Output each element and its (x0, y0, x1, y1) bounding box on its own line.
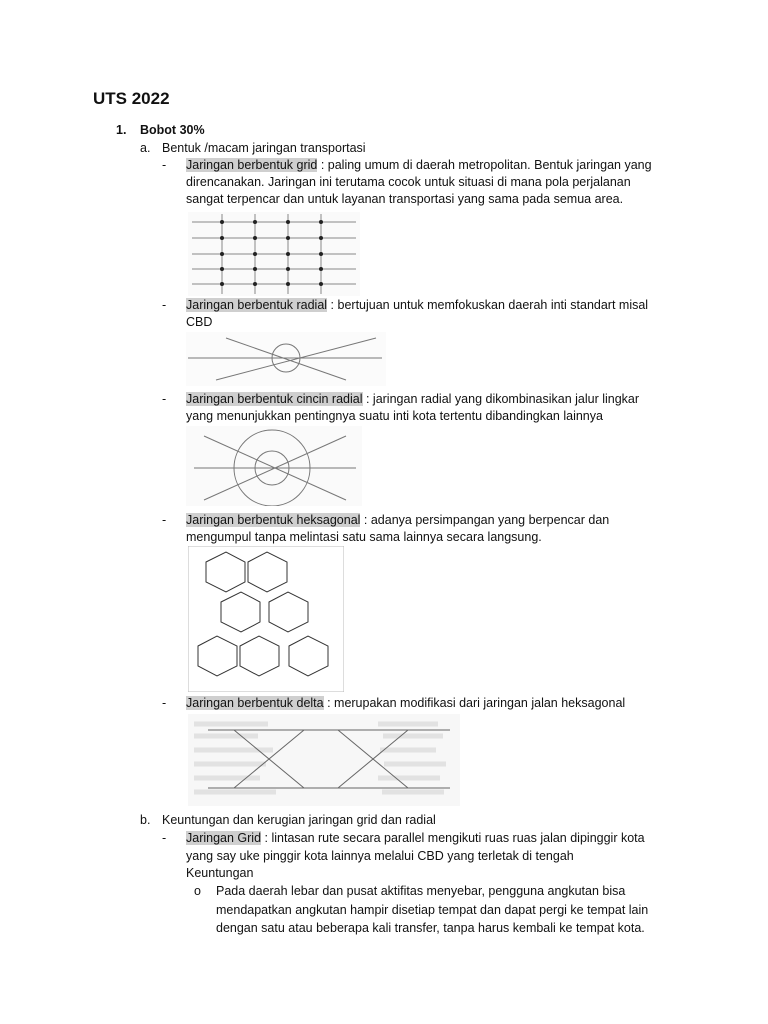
radial-desc-line2: CBD (186, 315, 213, 329)
sub-letter-b: b. (140, 813, 151, 827)
sub-letter-a: a. (140, 141, 151, 155)
ring-desc-line2: yang menunjukkan pentingnya suatu inti kota tertentu dibandingkan lainnya (186, 409, 603, 423)
gridsec-line2: yang say uke pinggir kota lainnya melalui CBD yang terletak di tengah (186, 849, 574, 863)
delta-desc-line1 (186, 694, 625, 712)
bullet-dash: - (162, 298, 167, 312)
ring-term: Jaringan berbentuk cincin radial (186, 392, 363, 406)
delta-term: Jaringan berbentuk delta (186, 696, 324, 710)
page-title: UTS 2022 (93, 89, 170, 108)
delta-text1: : merupakan modifikasi dari jaringan jalan heksagonal (323, 696, 626, 710)
bullet-dash: - (162, 513, 167, 527)
bullet-dash: - (162, 696, 167, 710)
gridsec-term: Jaringan Grid (186, 831, 262, 845)
bullet-dash: - (162, 392, 167, 406)
sub-b-label: Keuntungan dan kerugian jaringan grid dan radial (162, 813, 436, 827)
item1-label: Bobot 30% (140, 123, 205, 137)
ring-desc-line1 (186, 390, 639, 408)
radial-text1: : bertujuan untuk memfokuskan daerah inti standart misal (327, 298, 649, 312)
hex-desc-line1 (186, 511, 609, 529)
hexagonal-network-diagram (188, 546, 344, 692)
hex-desc-line2: mengumpul tanpa melintasi satu sama lainnya secara langsung. (186, 530, 542, 544)
radial-term: Jaringan berbentuk radial (186, 298, 328, 312)
list-number-1: 1. (116, 123, 127, 137)
gridsec-text1: : lintasan rute secara parallel mengikuti ruas ruas jalan dipinggir kota (261, 831, 645, 845)
hex-term: Jaringan berbentuk heksagonal (186, 513, 361, 527)
gridsec-para2: mendapatkan angkutan hampir disetiap tempat dan dapat pergi ke tempat lain (216, 903, 649, 917)
grid-desc-line1 (186, 156, 652, 174)
gridsec-line1 (186, 829, 645, 847)
bullet-dash: - (162, 158, 167, 172)
hex-text1: : adanya persimpangan yang berpencar dan (360, 513, 610, 527)
bullet-dash: - (162, 831, 167, 845)
grid-desc-line2: direncanakan. Jaringan ini terutama cocok untuk situasi di mana pola perjalanan (186, 175, 631, 189)
sub-a-label: Bentuk /macam jaringan transportasi (162, 141, 366, 155)
radial-desc-line1 (186, 296, 648, 314)
radial-network-diagram (186, 332, 386, 386)
grid-network-diagram (188, 212, 360, 296)
gridsec-para1: Pada daerah lebar dan pusat aktifitas menyebar, pengguna angkutan bisa (216, 884, 626, 898)
gridsec-para3: dengan satu atau beberapa kali transfer, tanpa harus kembali ke tempat kota. (216, 921, 645, 935)
ring-text1: : jaringan radial yang dikombinasikan jalur lingkar (362, 392, 640, 406)
ring-radial-network-diagram (186, 426, 362, 506)
circle-bullet: o (194, 884, 201, 898)
grid-text1: : paling umum di daerah metropolitan. Bentuk jaringan yang (317, 158, 652, 172)
gridsec-heading: Keuntungan (186, 866, 254, 880)
grid-term: Jaringan berbentuk grid (186, 158, 318, 172)
delta-network-diagram (188, 714, 460, 806)
grid-desc-line3: sangat terpencar dan untuk layanan transportasi yang sama pada semua area. (186, 192, 624, 206)
